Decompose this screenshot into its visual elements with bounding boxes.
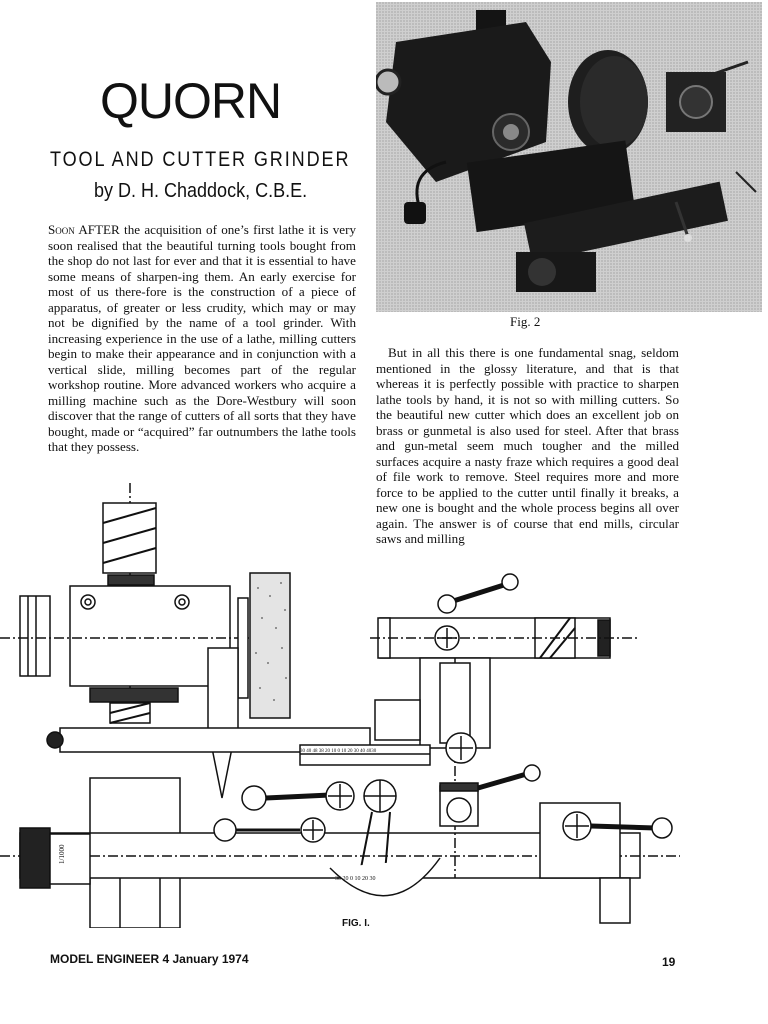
article-title: QUORN bbox=[100, 73, 282, 129]
journal-footer: MODEL ENGINEER 4 January 1974 bbox=[50, 952, 249, 966]
author-byline: by D. H. Chaddock, C.B.E. bbox=[94, 180, 308, 202]
angle-scale-bottom: 30 20 0 10 20 30 bbox=[335, 876, 376, 882]
grinder-photo-image bbox=[376, 2, 762, 312]
fig2-caption: Fig. 2 bbox=[510, 314, 541, 329]
fig1-engineering-drawing bbox=[0, 478, 768, 928]
column-2-text: But in all this there is one fundamental snag, seldom mentioned in the glossy literature, and that is that whereas it is perfectly possible with practice to sharpen lathe tools by hand, it is not so with milling cutters. So the beautiful new cutter which does an excellent job on brass or gunmetal is also used for steel. After that brass and gun-metal seem much tougher and the milled surfaces acquire a nasty fraze which requires a good deal of file work to remove. Steel requires more and more force to be applied to the cutter until finally it breaks, a new one is bought and the whole process begins all over again. The answer is of course that end mills, circular saws and milling bbox=[376, 345, 679, 546]
lead-in: Soon bbox=[48, 222, 75, 237]
angle-scale-top: 30 40 48 38 20 10 0 10 20 30 40 4030 bbox=[300, 749, 377, 754]
column-1-text: AFTER the acquisition of one’s first lathe it is very soon realised that the beautiful turning tools bought from the shop do not last for ever and that it is essential to have some means of sharpen-ing them. An early exercise for most of us there-fore is the construction of a piece of apparatus, of greater or less crudity, which may or may not be dignified by the name of a tool grinder. With increasing experience in the use of a lathe, milling cutters begin to make their appearance and in conjunction with a vertical slide, milling becomes part of the regular workshop routine. More advanced workers who acquire a milling machine such as the Dore-Westbury will soon discover that the range of cutters of all sorts that they have bought, made or “acquired” far outnumbers the lathe tools that they possess. bbox=[48, 222, 356, 454]
micrometer-label: 1/1000 bbox=[58, 844, 66, 864]
fig2-photograph bbox=[376, 2, 762, 312]
article-subtitle: TOOL AND CUTTER GRINDER bbox=[50, 148, 351, 171]
column-1 bbox=[48, 222, 356, 455]
grinder-line-drawing bbox=[0, 478, 768, 928]
page-number: 19 bbox=[662, 955, 676, 969]
fig1-caption: FIG. I. bbox=[342, 918, 370, 929]
